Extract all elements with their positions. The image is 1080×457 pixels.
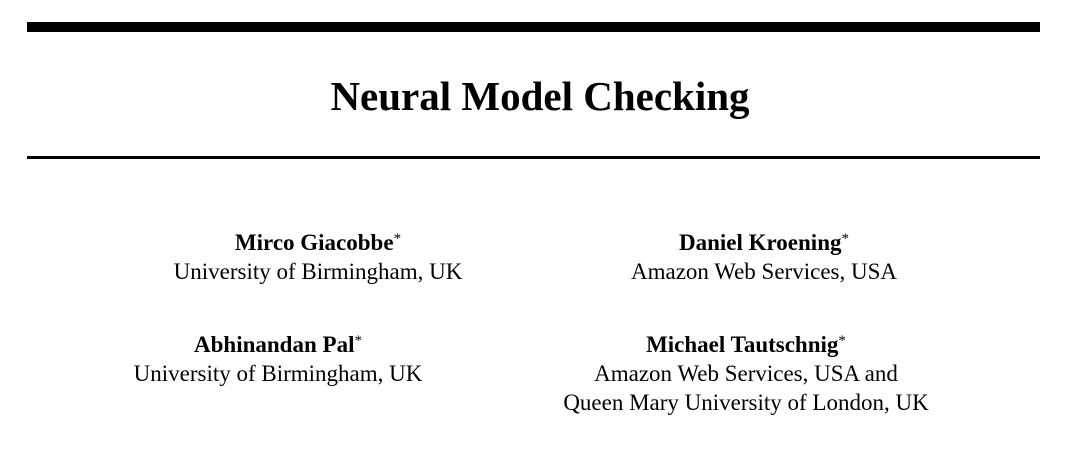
author-footnote-mark: *: [354, 333, 362, 349]
author-affiliation: Amazon Web Services, USA and: [594, 361, 898, 386]
author-name: Mirco Giacobbe*: [234, 230, 402, 255]
author-name: Abhinandan Pal*: [194, 332, 362, 357]
author-block: [564, 228, 964, 286]
author-affiliation: Queen Mary University of London, UK: [563, 390, 929, 415]
author-name: Daniel Kroening*: [678, 230, 849, 255]
paper-title: Neural Model Checking: [330, 73, 750, 119]
author-footnote-mark: *: [393, 231, 402, 247]
author-footnote-mark: *: [838, 333, 846, 349]
author-name: Michael Tautschnig*: [646, 332, 846, 357]
title-top-rule: [27, 22, 1040, 32]
author-affiliation: University of Birmingham, UK: [133, 361, 423, 386]
author-affiliation: University of Birmingham, UK: [173, 259, 463, 284]
title-bottom-rule: [27, 156, 1040, 159]
author-affiliation: Amazon Web Services, USA: [630, 259, 897, 284]
author-block: [118, 228, 518, 286]
author-block: [496, 330, 996, 417]
author-footnote-mark: *: [841, 231, 849, 247]
author-block: [78, 330, 478, 388]
